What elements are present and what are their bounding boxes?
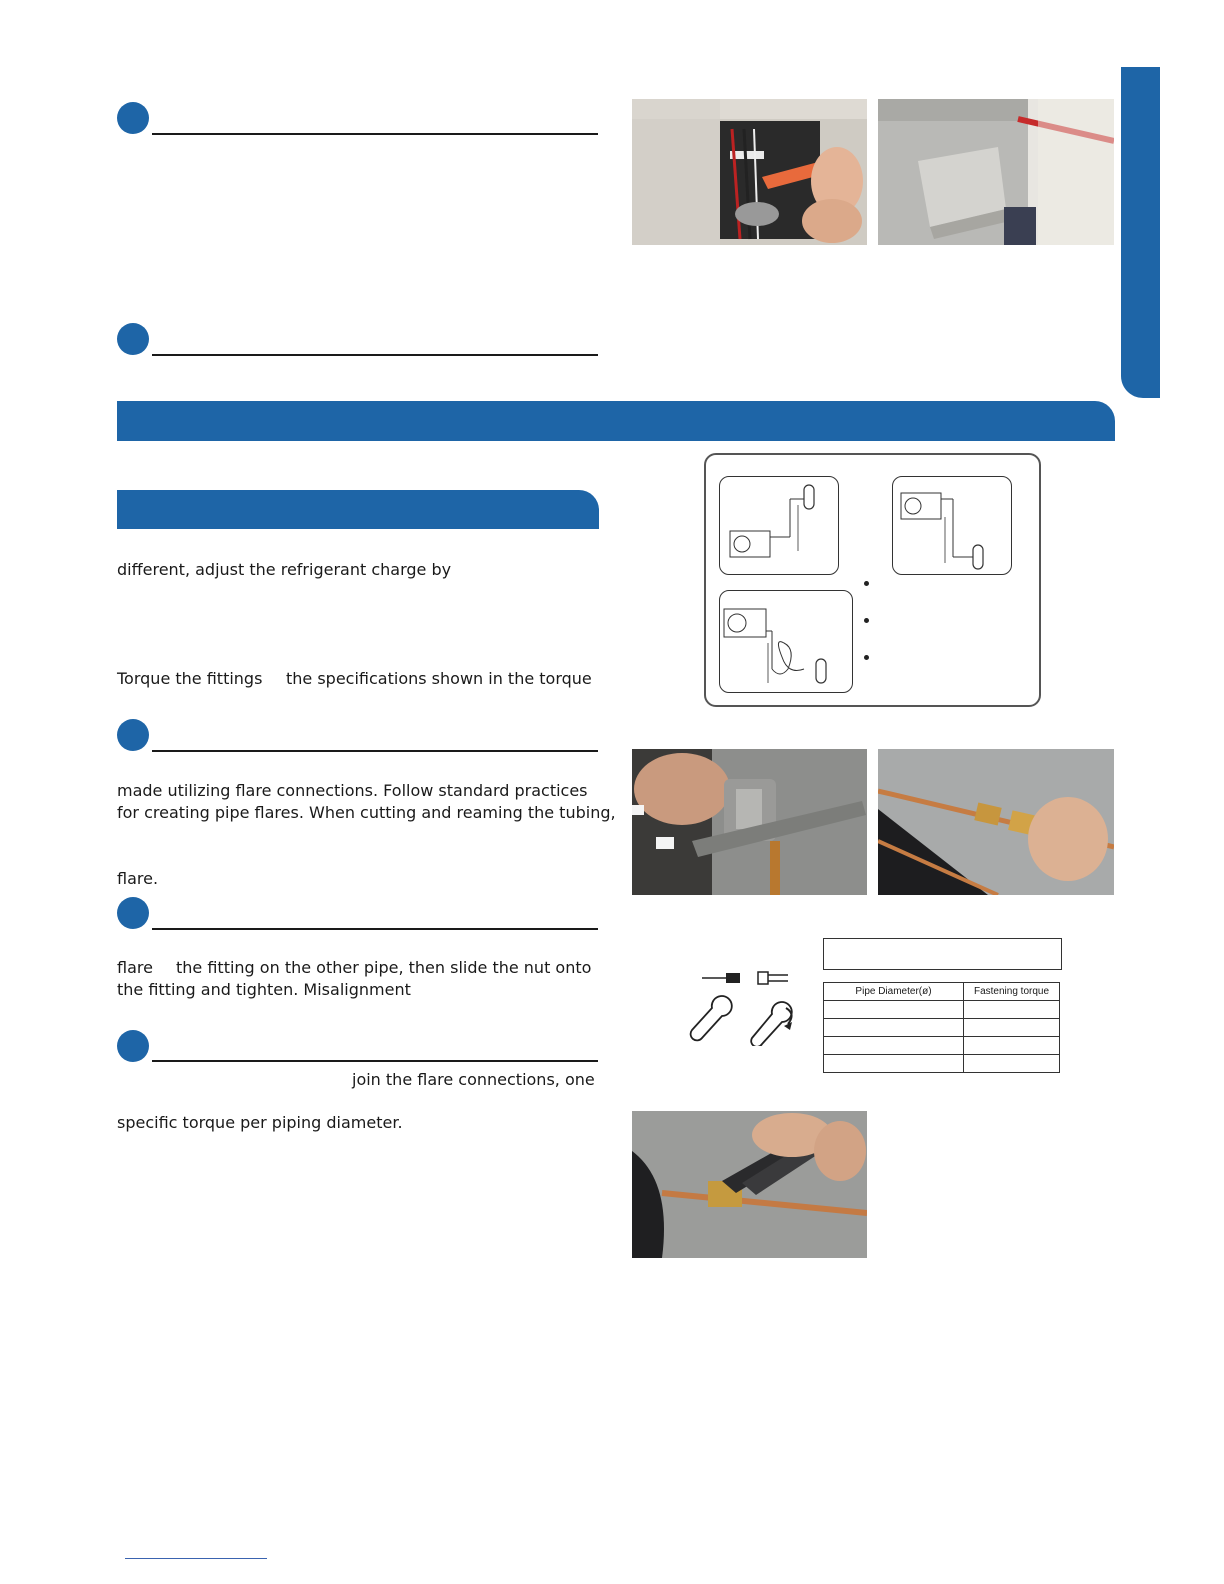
table-row: [824, 1055, 1060, 1073]
step-heading-rule: [152, 928, 598, 930]
photo-flare-nut: [878, 749, 1114, 895]
table-cell: [964, 1055, 1060, 1073]
step-heading-rule: [152, 133, 598, 135]
table-row: [824, 1037, 1060, 1055]
photo-wrench-tightening: [632, 1111, 867, 1258]
paragraph-line: Torque the fittings: [117, 669, 263, 688]
table-header-row: [824, 983, 1060, 1001]
flare-nut-icon: [758, 972, 788, 984]
paragraph-line: the fitting on the other pipe, then slide the nut onto: [176, 958, 592, 977]
list-bullet: [864, 655, 869, 660]
list-bullet: [864, 618, 869, 623]
photo-flaring-tool: [632, 749, 867, 895]
table-row: [824, 1019, 1060, 1037]
paragraph-line: for creating pipe flares. When cutting and reaming the tubing,: [117, 803, 616, 822]
subsection-header-band: [117, 490, 599, 529]
diagram-outdoor-below: [719, 476, 839, 575]
section-header-band: [117, 401, 1115, 441]
paragraph-line: made utilizing flare connections. Follow standard practices: [117, 781, 588, 800]
table-cell: [964, 1037, 1060, 1055]
step-marker: [117, 323, 149, 355]
step-heading-rule: [152, 354, 598, 356]
table-cell: [964, 1001, 1060, 1019]
table-cell: [964, 1019, 1060, 1037]
table-row: [824, 1001, 1060, 1019]
step-heading-rule: [152, 750, 598, 752]
paragraph-line: the fitting and tighten. Misalignment: [117, 980, 411, 999]
wrench-icon: [686, 968, 806, 1046]
step-marker: [117, 897, 149, 929]
table-cell: [824, 1001, 964, 1019]
paragraph-line: flare: [117, 958, 153, 977]
step-marker: [117, 1030, 149, 1062]
side-chapter-tab: [1121, 67, 1160, 398]
paragraph-line: flare.: [117, 869, 159, 888]
step-marker: [117, 719, 149, 751]
table-cell: [824, 1055, 964, 1073]
table-cell: [824, 1019, 964, 1037]
table-header-cell: Fastening torque: [964, 983, 1060, 1001]
paragraph-line: the specifications shown in the torque: [286, 669, 592, 688]
photo-wiring-panel: [632, 99, 867, 245]
photo-outdoor-unit-cover: [878, 99, 1114, 245]
diagram-oil-trap: [719, 590, 853, 693]
step-heading-rule: [152, 1060, 598, 1062]
paragraph-line: specific torque per piping diameter.: [117, 1113, 403, 1132]
torque-table: [823, 982, 1060, 1073]
torque-table-title-box: [823, 938, 1062, 970]
footer-link-underline[interactable]: [125, 1558, 267, 1559]
table-header-cell: Pipe Diameter(ø): [824, 983, 964, 1001]
pipe-fitting-icon: [702, 973, 740, 983]
table-cell: [824, 1037, 964, 1055]
paragraph-line: different, adjust the refrigerant charge by: [117, 560, 452, 579]
diagram-outdoor-above: [892, 476, 1012, 575]
installation-diagram: [704, 453, 1041, 707]
step-marker: [117, 102, 149, 134]
list-bullet: [864, 581, 869, 586]
paragraph-line: join the flare connections, one: [352, 1070, 595, 1089]
